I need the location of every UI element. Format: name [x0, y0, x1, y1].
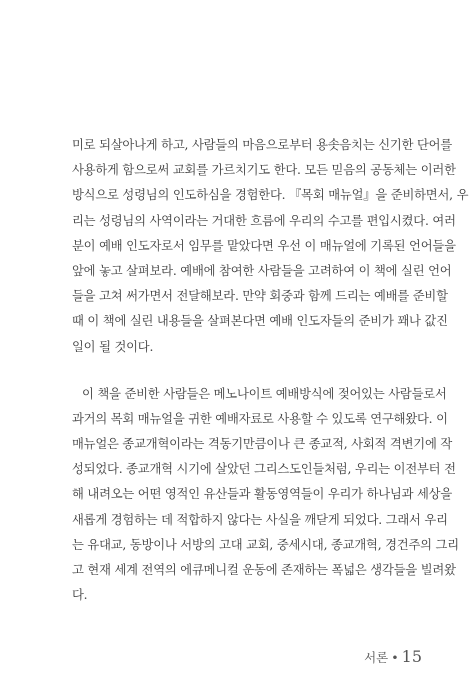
- body-text: [72, 133, 469, 608]
- page-number: 15: [401, 647, 422, 666]
- text-line: 때 이 책에 실린 내용들을 살펴본다면 예배 인도자들의 준비가 꽤나 값진: [72, 314, 448, 329]
- text-line: 는 유대교, 동방이나 서방의 고대 교회, 중세시대, 종교개혁, 경건주의 그리: [72, 537, 459, 552]
- text-line: 리는 성령님의 사역이라는 거대한 흐름에 우리의 수고를 편입시켰다. 여러: [72, 213, 456, 228]
- page-footer: [364, 647, 422, 666]
- text-line: 일이 될 것이다.: [72, 339, 154, 354]
- text-line: 앞에 놓고 살펴보라. 예배에 참여한 사람들을 고려하여 이 책에 실린 언어: [72, 263, 452, 278]
- text-line: 들을 고쳐 써가면서 전달해보라. 만약 회중과 함께 드리는 예배를 준비할: [72, 289, 448, 304]
- text-line: 새롭게 경험하는 데 적합하지 않다는 사실을 깨닫게 되었다. 그래서 우리: [72, 512, 448, 527]
- paragraph-2: [72, 382, 459, 609]
- text-line: 과거의 목회 매뉴얼을 귀한 예배자료로 사용할 수 있도록 연구해왔다. 이: [72, 411, 448, 426]
- bullet-separator: •: [391, 650, 399, 665]
- paragraph-1: [72, 133, 469, 360]
- text-line: 성되었다. 종교개혁 시기에 살았던 그리스도인들처럼, 우리는 이전부터 전: [72, 462, 456, 477]
- section-title: 서론: [364, 650, 389, 665]
- text-line: 미로 되살아나게 하고, 사람들의 마음으로부터 용솟음치는 신기한 단어를: [72, 138, 453, 152]
- text-line: 이 책을 준비한 사람들은 메노나이트 예배방식에 젖어있는 사람들로서: [82, 386, 447, 401]
- text-line: 다.: [72, 588, 88, 603]
- text-line: 고 현재 세계 전역의 에큐메니컬 운동에 존재하는 폭넓은 생각들을 빌려왔: [72, 563, 456, 577]
- text-line: 매뉴얼은 종교개혁이라는 격동기만큼이나 큰 종교적, 사회적 격변기에 작: [72, 437, 453, 452]
- text-line: 방식으로 성령님의 인도하심을 경험한다. 『목회 매뉴얼』을 준비하면서, 우: [72, 188, 469, 203]
- text-line: 해 내려오는 어떤 영적인 유산들과 활동영역들이 우리가 하나님과 세상을: [72, 487, 453, 502]
- text-line: 분이 예배 인도자로서 임무를 맡았다면 우선 이 매뉴얼에 기록된 언어들을: [72, 238, 456, 253]
- text-line: 사용하게 함으로써 교회를 가르치기도 한다. 모든 믿음의 공동체는 이러한: [72, 163, 456, 178]
